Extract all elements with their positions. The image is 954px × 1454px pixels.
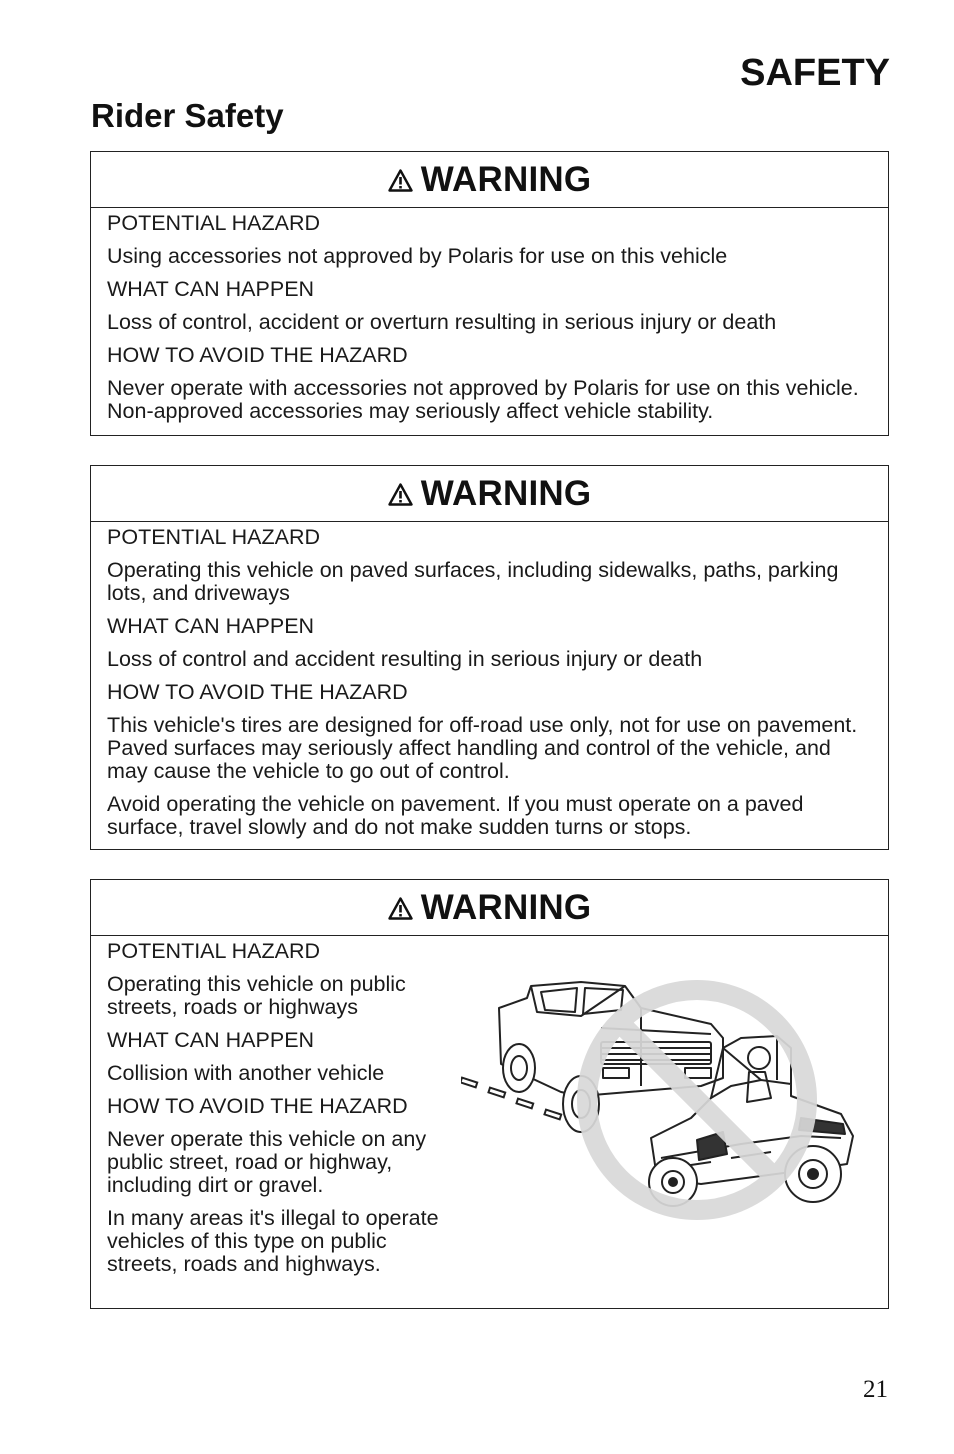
what-can-happen-label: WHAT CAN HAPPEN [107,277,315,301]
warning-header [91,466,888,522]
how-to-avoid-text-2: In many areas it's illegal to operate vehicles of this type on public streets, roads and highways. [107,1206,439,1276]
what-can-happen-text: Collision with another vehicle [107,1061,385,1085]
potential-hazard-text: Using accessories not approved by Polaris for use on this vehicle [107,244,728,268]
warning-triangle-icon [388,897,413,920]
potential-hazard-label: POTENTIAL HAZARD [107,939,321,963]
potential-hazard-text: Operating this vehicle on paved surfaces, including sidewalks, paths, parking lots, and driveways [107,558,839,605]
how-to-avoid-text: Never operate this vehicle on any public street, road or highway, including dirt or gravel. [107,1127,427,1197]
warning-box-accessories [90,151,889,436]
how-to-avoid-text: This vehicle's tires are designed for off-road use only, not for use on pavement. Paved surfaces may seriously affect handling and control of the vehicle, and may cause the vehicle to go out of control. [107,713,858,783]
warning-header [91,880,888,936]
what-can-happen-text: Loss of control, accident or overturn resulting in serious injury or death [107,310,777,334]
warning-body [91,208,888,435]
how-to-avoid-text-2: Avoid operating the vehicle on pavement. If you must operate on a paved surface, travel slowly and do not make sudden turns or stops. [107,792,804,839]
page-number: 21 [863,1376,888,1403]
how-to-avoid-label: HOW TO AVOID THE HAZARD [107,680,408,704]
warning-box-paved-surfaces [90,465,889,850]
how-to-avoid-label: HOW TO AVOID THE HAZARD [107,1094,408,1118]
section-title: SAFETY [740,52,890,94]
what-can-happen-text: Loss of control and accident resulting in serious injury or death [107,647,703,671]
warning-body [91,522,888,851]
warning-title: WARNING [420,887,592,927]
warning-box-public-roads [90,879,889,1309]
warning-triangle-icon [388,483,413,506]
how-to-avoid-label: HOW TO AVOID THE HAZARD [107,343,408,367]
warning-title: WARNING [420,473,592,513]
potential-hazard-text: Operating this vehicle on public streets, roads or highways [107,972,406,1019]
warning-header [91,152,888,208]
how-to-avoid-text: Never operate with accessories not approved by Polaris for use on this vehicle. Non-approved accessories may seriously affect vehicle stability. [107,376,859,423]
what-can-happen-label: WHAT CAN HAPPEN [107,1028,315,1052]
pickup-truck-drawing [499,982,723,1132]
no-road-riding-illustration [461,968,861,1238]
what-can-happen-label: WHAT CAN HAPPEN [107,614,315,638]
warning-triangle-icon [388,169,413,192]
potential-hazard-label: POTENTIAL HAZARD [107,211,321,235]
potential-hazard-label: POTENTIAL HAZARD [107,525,321,549]
page-heading: Rider Safety [91,97,284,134]
warning-title: WARNING [420,159,592,199]
